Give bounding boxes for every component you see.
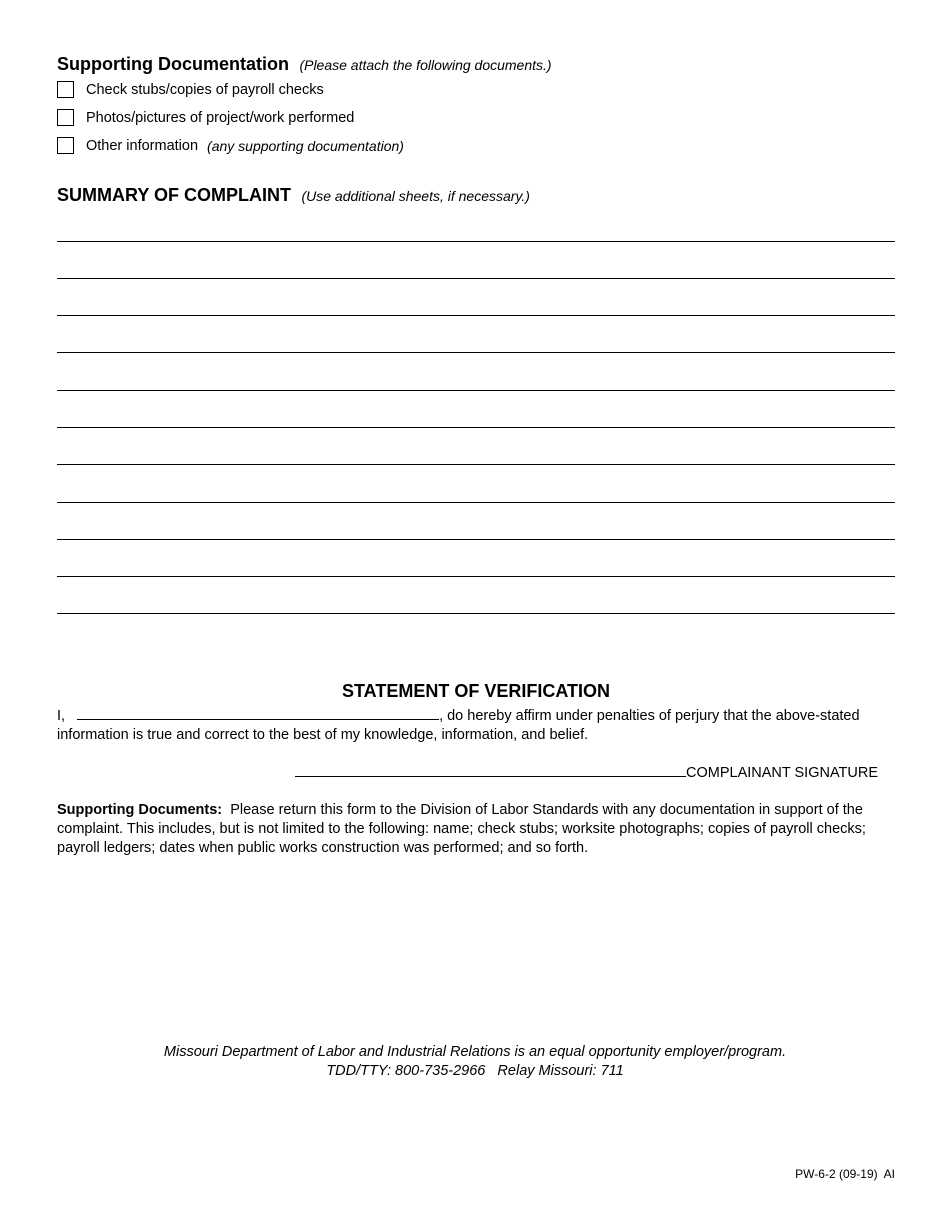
supporting-documentation-note: (Please attach the following documents.) [299,57,552,73]
summary-line-5[interactable] [57,390,895,391]
supporting-documents-paragraph [57,801,897,858]
supporting-documentation-header [57,54,552,75]
supporting-documentation-title: Supporting Documentation [57,54,289,74]
footer-line-2: TDD/TTY: 800-735-2966 Relay Missouri: 711 [326,1063,624,1079]
check-stubs-checkbox[interactable] [57,81,74,98]
footer [0,1043,950,1081]
form-id: PW-6-2 (09-19) AI [795,1167,895,1181]
verification-header [57,681,895,702]
summary-line-6[interactable] [57,427,895,428]
summary-line-3[interactable] [57,315,895,316]
footer-line-1: Missouri Department of Labor and Industrial Relations is an equal opportunity employer/program. [163,1044,787,1060]
complainant-signature-field[interactable] [295,776,686,777]
verification-line-2: information is true and correct to the best of my knowledge, information, and belief. [57,727,589,743]
verification-text-line-1: , do hereby affirm under penalties of perjury that the above-stated [439,708,860,724]
other-information-checkbox[interactable] [57,137,74,154]
verification-prefix: I, [57,708,66,724]
summary-line-1[interactable] [57,241,895,242]
verification-statement [57,707,902,745]
supporting-documents-text: Please return this form to the Division of Labor Standards with any documentation in support of the complaint. This includes, but is not limited to the following: name; check stubs; worksite photographs; copies of payroll checks; payroll ledgers; dates when public works construction was performed; and so forth. [57,802,866,856]
supporting-documents-label: Supporting Documents: [57,802,223,818]
verification-line-1 [57,707,902,726]
checkbox-row-photos [57,109,354,126]
checkbox-label: Other information [86,137,199,154]
signature-label: COMPLAINANT SIGNATURE [686,765,879,781]
summary-title: SUMMARY OF COMPLAINT [57,185,291,205]
checkbox-row-other-information [57,137,404,154]
photos-checkbox[interactable] [57,109,74,126]
summary-line-9[interactable] [57,539,895,540]
summary-line-7[interactable] [57,464,895,465]
summary-line-2[interactable] [57,278,895,279]
verification-title: STATEMENT OF VERIFICATION [342,681,610,701]
checkbox-note: (any supporting documentation) [207,137,404,154]
checkbox-label: Check stubs/copies of payroll checks [86,81,324,98]
checkbox-row-check-stubs [57,81,324,98]
summary-line-10[interactable] [57,576,895,577]
summary-line-4[interactable] [57,352,895,353]
summary-header [57,185,530,206]
summary-note: (Use additional sheets, if necessary.) [301,188,530,204]
summary-line-8[interactable] [57,502,895,503]
checkbox-label: Photos/pictures of project/work performed [86,109,355,126]
summary-line-11[interactable] [57,613,895,614]
signature-row [295,764,878,783]
complainant-name-field[interactable] [77,719,439,720]
